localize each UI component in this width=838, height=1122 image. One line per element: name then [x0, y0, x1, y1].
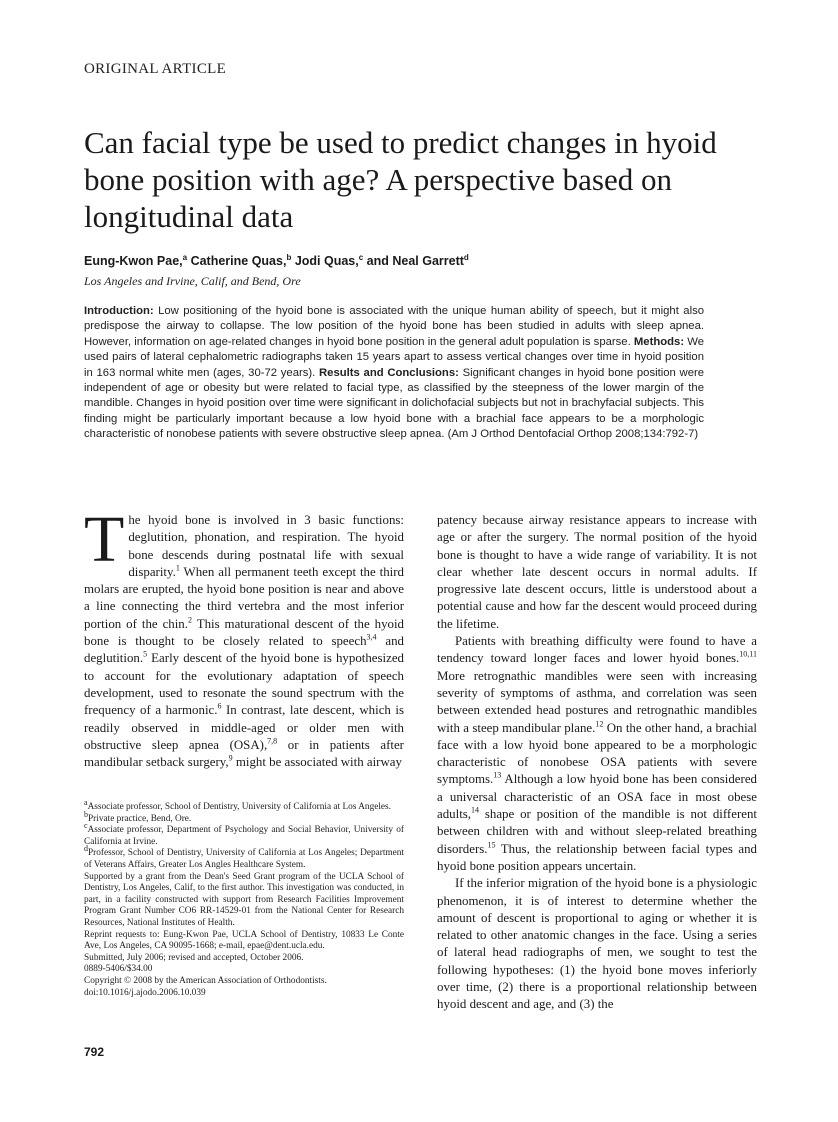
footnote: Submitted, July 2006; revised and accepted, October 2006.	[84, 952, 304, 963]
section-label: ORIGINAL ARTICLE	[84, 61, 227, 77]
citation: 5	[143, 650, 148, 660]
abstract-methods-text: We used pairs of lateral cephalometric radiographs taken 15 years apart to assess vertical changes over time in hyoid position in 163 normal white men (ages, 30-72 years).	[84, 335, 705, 379]
author-name: and Neal Garrett	[366, 254, 464, 268]
footnote: 0889-5406/$34.00	[84, 964, 153, 975]
footnote: $^a$Associate professor, School of Dentistry, University of California at Los Angeles.	[84, 797, 391, 812]
author-name: Catherine Quas,	[190, 254, 287, 268]
footnote: $^c$Associate professor, Department of Psychology and Social Behavior, University of California at Irvine.	[84, 821, 404, 847]
citation: 14	[471, 805, 480, 815]
citation: 10,11	[739, 650, 757, 660]
footnote: Copyright © 2008 by the American Association of Orthodontists.	[84, 975, 327, 986]
article-title: Can facial type be used to predict changes in hyoid bone position with age? A perspective based on longitudinal data	[84, 125, 717, 234]
abstract-methods-label: Methods:	[633, 335, 685, 348]
body-paragraph: The hyoid bone is involved in 3 basic functions: deglutition, phonation, and respiration. The hyoid bone descends during postnatal life with sexual disparity.$^1$ When all permanent teeth except the third molars are erupted, the hyoid bone position is near and above a line connecting the third vertebra and the most inferior portion of the chin.$^2$ This maturational descent of the hyoid bone is thought to be closely related to speech$^{3,4}$ and deglutition.$^5$ Early descent of the hyoid bone is hypothesized to account for the evolutionary adaptation of speech development, used to resonate the sound spectrum with the frequency of a harmonic.$^6$ In contrast, late descent, which is readily observed in middle-aged or older men with obstructive sleep apnea (OSA),$^{7,8}$ or in patients after mandibular setback surgery,$^9$ might be associated with airway	[84, 503, 405, 770]
body-column-right	[437, 512, 757, 1014]
author-name: Jodi Quas,	[294, 254, 359, 268]
citation: 6	[217, 701, 222, 711]
body-paragraph: If the inferior migration of the hyoid bone is a physiologic phenomenon, it is of interest to determine whether the amount of descent is proportional to aging or whether it is related to other anatomic changes in the face. Using a series of lateral head radiographs of men, we sought to test the following hypotheses: (1) the hyoid bone moves inferiorly over time, (2) there is a proportional relationship between hyoid descent and age, and (3) the	[437, 876, 757, 1012]
footnotes	[84, 797, 404, 999]
abstract	[84, 304, 704, 443]
body-paragraph: Patients with breathing difficulty were found to have a tendency toward longer faces and lower hyoid bones.$^{10,11}$ More retrognathic mandibles were seen with increasing severity of symptoms of asthma, and correlation was seen between extended head postures and retrognathic mandibles with a steep mandibular plane.$^{12}$ On the other hand, a brachial face with a low hyoid bone appeared to be a morphologic characteristic of nonobese OSA patients with severe symptoms.$^{13}$ Although a low hyoid bone has been considered a universal characteristic of an OSA face in most obese adults,$^{14}$ shape or position of the mandible is not different between children with and without sleep-related breathing disorders.$^{15}$ Thus, the relationship between facial types and hyoid bone position appears uncertain.	[437, 634, 757, 873]
abstract-intro-text: Low positioning of the hyoid bone is associated with the unique human ability of speech, but it might also predispose the airway to collapse. The low position of the hyoid bone has been studied in adults with sleep apnea. However, information on age-related changes in hyoid bone position in the general adult population is sparse.	[84, 305, 705, 348]
abstract-results-label: Results and Conclusions:	[319, 366, 459, 379]
citation: 15	[487, 840, 496, 850]
citation: 2	[187, 615, 192, 625]
footnote: $^d$Professor, School of Dentistry, University of California at Los Angeles; Department of Veterans Affairs, Greater Los Angles Healthcare System.	[84, 844, 404, 870]
citation: 9	[228, 753, 233, 763]
body-column-left	[84, 503, 405, 771]
affiliation-mark: b	[286, 252, 292, 262]
footnote: $^b$Private practice, Bend, Ore.	[84, 809, 192, 824]
citation: 1	[175, 563, 180, 573]
author-list	[84, 254, 469, 268]
footnote: Reprint requests to: Eung-Kwon Pae, UCLA School of Dentistry, 10833 Le Conte Ave, Los Angeles, CA 90095-1668; e-mail, epae@dent.ucla.edu.	[84, 929, 404, 952]
affiliation-mark: d	[463, 252, 469, 262]
footnote: doi:10.1016/j.ajodo.2006.10.039	[84, 987, 206, 998]
affiliation-mark: c	[358, 252, 364, 262]
citation: 3,4	[366, 632, 377, 642]
body-paragraph: patency because airway resistance appears to increase with age or after the surgery. The normal position of the hyoid bone is thought to have a wide range of variability. It is not clear whether late descent occurs in normal adults. If progressive late descent occurs, little is understood about a potential cause and how far the descent would proceed during the lifetime.	[437, 513, 757, 631]
citation: 13	[493, 771, 502, 781]
drop-cap: T	[84, 503, 125, 576]
affiliation-mark: a	[182, 252, 188, 262]
author-name: Eung-Kwon Pae,	[84, 254, 183, 268]
affiliation-line: Los Angeles and Irvine, Calif, and Bend, Ore	[84, 274, 301, 288]
citation: 12	[595, 719, 604, 729]
citation: 7,8	[267, 736, 278, 746]
page-number: 792	[84, 1045, 105, 1059]
abstract-results-text: Significant changes in hyoid bone position were independent of age or obesity but were related to facial type, as classified by the steepness of the lower margin of the mandible. Changes in hyoid position over time were significant in dolichofacial subjects but not in brachyfacial subjects. This finding might be particularly important because a low hyoid bone with a brachial face appears to be a morphologic characteristic of nonobese patients with severe obstructive sleep apnea. (Am J Orthod Dentofacial Orthop 2008;134:792-7)	[84, 366, 705, 441]
footnote: Supported by a grant from the Dean's Seed Grant program of the UCLA School of Dentistry, Los Angeles, Calif, to the first author. This investigation was conducted, in part, in a facility constructed with support from Research Facilities Improvement Program Grant Number CO6 RR-14529-01 from the National Center for Research Resources, National Institutes of Health.	[84, 871, 404, 928]
abstract-intro-label: Introduction:	[84, 305, 154, 317]
